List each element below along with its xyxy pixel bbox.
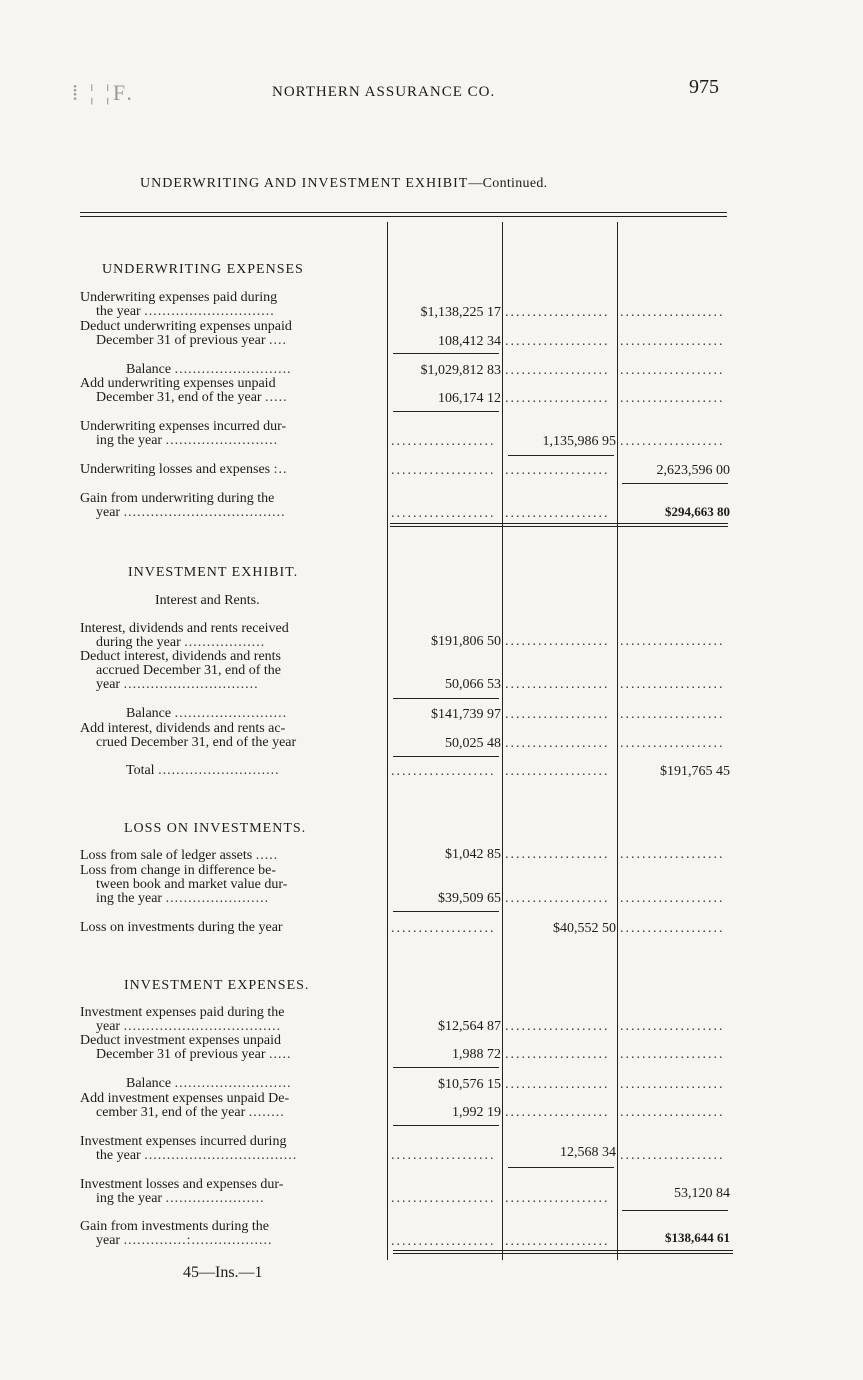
c1-value: $39,509 65 [438, 891, 501, 906]
label-line: ing the year ...................... [96, 1192, 265, 1206]
top-rule-2 [80, 216, 727, 217]
c3-dotfill: ................... [620, 736, 725, 751]
label-line: Underwriting losses and expenses :.. [80, 463, 288, 477]
underwriting-paid-row [80, 291, 735, 320]
row-label [80, 849, 388, 863]
double-rule [393, 1250, 733, 1254]
label-line: accrued December 31, end of the [96, 664, 282, 678]
underline [508, 1167, 614, 1168]
label-line: Investment expenses paid during the [80, 1006, 285, 1020]
label-line: Loss from change in difference be- [80, 864, 277, 878]
loss-sale-row [80, 847, 735, 863]
c3-value: $294,663 80 [665, 504, 730, 519]
c3-dotfill: ................... [620, 677, 725, 692]
underline [393, 353, 499, 354]
c1-value: $1,029,812 83 [420, 363, 501, 378]
label-line: Loss from sale of ledger assets ..... [80, 849, 279, 863]
row-label [80, 363, 388, 377]
c1-value: 1,988 72 [452, 1047, 501, 1062]
row-label [80, 722, 388, 750]
underline [393, 756, 499, 757]
c3-value: 2,623,596 00 [656, 463, 730, 478]
c3-dotfill: ................... [620, 1105, 725, 1120]
c1-value: $10,576 15 [438, 1077, 501, 1092]
inv-balance-row [80, 1077, 735, 1092]
c3-dotfill: ................... [620, 921, 725, 936]
row-label [80, 1135, 388, 1163]
c2-dotfill: ................... [505, 506, 610, 521]
row-label [80, 650, 388, 692]
c1-value: $1,042 85 [445, 847, 501, 862]
underline [622, 483, 728, 484]
row-label [80, 492, 388, 520]
label-line: Deduct investment expenses unpaid [80, 1034, 282, 1048]
c2-dotfill: ................... [505, 1019, 610, 1034]
underline [393, 1067, 499, 1068]
c1-value: 50,025 48 [445, 736, 501, 751]
c2-dotfill: ................... [505, 363, 610, 378]
loss-total-row [80, 921, 735, 936]
interest-balance-row [80, 707, 735, 722]
interest-total-row [80, 764, 735, 779]
row-label [80, 320, 388, 348]
c2-value: $40,552 50 [553, 921, 616, 936]
underline [393, 911, 499, 912]
label-line: crued December 31, end of the year [96, 736, 297, 750]
c2-dotfill: ................... [505, 847, 610, 862]
company-title: NORTHERN ASSURANCE CO. [272, 84, 496, 100]
c2-dotfill: ................... [505, 1077, 610, 1092]
row-label [80, 420, 388, 448]
c2-dotfill: ................... [505, 764, 610, 779]
c3-dotfill: ................... [620, 891, 725, 906]
underwriting-losses-row [80, 463, 735, 478]
underline [508, 455, 614, 456]
row-label [80, 864, 388, 906]
c2-dotfill: ................... [505, 707, 610, 722]
investment-expenses-heading: INVESTMENT EXPENSES. [124, 978, 310, 993]
label-line: ing the year ......................... [96, 434, 279, 448]
label-line: tween book and market value dur- [96, 878, 288, 892]
row-label [80, 1006, 388, 1034]
c3-dotfill: ................... [620, 363, 725, 378]
c3-dotfill: ................... [620, 1019, 725, 1034]
c2-dotfill: ................... [505, 1047, 610, 1062]
label-line: Deduct underwriting expenses unpaid [80, 320, 292, 334]
c2-dotfill: ................... [505, 391, 610, 406]
label-line: during the year .................. [96, 636, 266, 650]
row-label [80, 1034, 388, 1062]
c3-dotfill: ................... [620, 847, 725, 862]
c3-dotfill: ................... [620, 1148, 725, 1163]
c3-dotfill: ................... [620, 391, 725, 406]
interest-rents-subheading: Interest and Rents. [155, 593, 260, 608]
label-line: the year .................................. [96, 1149, 298, 1163]
inv-unpaid-end-row [80, 1092, 735, 1120]
label-line: December 31, end of the year ..... [96, 391, 288, 405]
c1-value: $12,564 87 [438, 1019, 501, 1034]
label-line: Investment expenses incurred during [80, 1135, 287, 1149]
c3-dotfill: ................... [620, 707, 725, 722]
c3-dotfill: ................... [620, 1047, 725, 1062]
c1-value: $141,739 97 [431, 707, 501, 722]
row-label [80, 707, 388, 721]
inv-unpaid-prev-row [80, 1034, 735, 1062]
top-rule [80, 212, 727, 213]
c1-dotfill: ................... [391, 1191, 496, 1206]
double-rule [390, 523, 728, 527]
inv-gain-row [80, 1220, 735, 1249]
label-line: Total ........................... [126, 764, 280, 778]
c1-dotfill: ................... [391, 764, 496, 779]
c3-dotfill: ................... [620, 334, 725, 349]
underwriting-gain-row [80, 492, 735, 521]
footer-signature: 45—Ins.—1 [183, 1264, 263, 1281]
c2-dotfill: ................... [505, 677, 610, 692]
c3-value: 53,120 84 [674, 1186, 730, 1201]
page-number: 975 [689, 76, 719, 98]
inv-paid-row [80, 1006, 735, 1034]
c1-value: $1,138,225 17 [420, 305, 501, 320]
loss-investments-heading: LOSS ON INVESTMENTS. [124, 821, 307, 836]
label-line: Underwriting expenses paid during [80, 291, 278, 305]
c2-dotfill: ................... [505, 305, 610, 320]
exhibit-title [140, 176, 547, 192]
label-line: ing the year ....................... [96, 892, 270, 906]
row-label [80, 1178, 388, 1206]
label-line: Deduct interest, dividends and rents [80, 650, 282, 664]
label-line: Underwriting expenses incurred dur- [80, 420, 287, 434]
c1-value: $191,806 50 [431, 634, 501, 649]
label-line: Investment losses and expenses dur- [80, 1178, 284, 1192]
c2-value: 1,135,986 95 [542, 434, 616, 449]
underline [622, 1210, 728, 1211]
label-line: Balance .......................... [126, 363, 292, 377]
underwriting-unpaid-end-row [80, 377, 735, 406]
underwriting-balance-row [80, 363, 735, 378]
scan-artifact: ⁞ ¦ ¦F. [72, 80, 135, 105]
underwriting-expenses-heading: UNDERWRITING EXPENSES [102, 262, 304, 277]
c1-dotfill: ................... [391, 1234, 496, 1249]
c1-value: 50,066 53 [445, 677, 501, 692]
row-label [80, 377, 388, 405]
label-line: year ..............:.................. [96, 1234, 273, 1248]
label-line: December 31 of previous year ..... [96, 1048, 292, 1062]
label-line: cember 31, end of the year ........ [96, 1106, 285, 1120]
c2-dotfill: ................... [505, 891, 610, 906]
label-line: Add interest, dividends and rents ac- [80, 722, 286, 736]
interest-accrued-add-row [80, 722, 735, 751]
row-label [80, 1220, 388, 1248]
c3-value: $191,765 45 [660, 764, 730, 779]
underwriting-incurred-row [80, 420, 735, 449]
row-label [80, 764, 388, 778]
c1-dotfill: ................... [391, 506, 496, 521]
label-line: year .............................. [96, 678, 259, 692]
c2-dotfill: ................... [505, 463, 610, 478]
inv-incurred-row [80, 1135, 735, 1163]
label-line: Add underwriting expenses unpaid [80, 377, 276, 391]
c2-value: 12,568 34 [560, 1145, 616, 1160]
c2-dotfill: ................... [505, 1191, 610, 1206]
c1-value: 108,412 34 [438, 334, 501, 349]
c2-dotfill: ................... [505, 1234, 610, 1249]
interest-received-row [80, 622, 735, 650]
interest-accrued-deduct-row [80, 650, 735, 692]
label-line: December 31 of previous year .... [96, 334, 287, 348]
c2-dotfill: ................... [505, 334, 610, 349]
row-label [80, 1077, 388, 1091]
underwriting-unpaid-prev-row [80, 320, 735, 349]
c2-dotfill: ................... [505, 736, 610, 751]
inv-losses-row [80, 1178, 735, 1206]
loss-change-row [80, 864, 735, 906]
row-label [80, 921, 388, 935]
label-line: Interest, dividends and rents received [80, 622, 289, 636]
c1-dotfill: ................... [391, 463, 496, 478]
c3-dotfill: ................... [620, 305, 725, 320]
label-line: Add investment expenses unpaid De- [80, 1092, 290, 1106]
label-line: Gain from investments during the [80, 1220, 269, 1234]
c2-dotfill: ................... [505, 634, 610, 649]
c3-dotfill: ................... [620, 434, 725, 449]
c1-value: 1,992 19 [452, 1105, 501, 1120]
row-label [80, 1092, 388, 1120]
row-label [80, 291, 388, 319]
label-line: year .................................... [96, 506, 286, 520]
c3-dotfill: ................... [620, 1077, 725, 1092]
label-line: the year ............................. [96, 305, 275, 319]
c1-dotfill: ................... [391, 921, 496, 936]
label-line: Balance .......................... [126, 1077, 292, 1091]
label-line: Gain from underwriting during the [80, 492, 275, 506]
investment-exhibit-heading: INVESTMENT EXHIBIT. [128, 565, 299, 580]
underline [393, 1125, 499, 1126]
row-label [80, 622, 388, 650]
c2-dotfill: ................... [505, 1105, 610, 1120]
c1-dotfill: ................... [391, 1148, 496, 1163]
exhibit-title-continued: —Continued. [468, 176, 548, 191]
label-line: Loss on investments during the year [80, 921, 283, 935]
row-label [80, 463, 388, 477]
c1-dotfill: ................... [391, 434, 496, 449]
c3-dotfill: ................... [620, 634, 725, 649]
exhibit-title-main: UNDERWRITING AND INVESTMENT EXHIBIT [140, 176, 469, 191]
label-line: year ................................... [96, 1020, 282, 1034]
c1-value: 106,174 12 [438, 391, 501, 406]
underline [393, 411, 499, 412]
underline [393, 698, 499, 699]
c3-value: $138,644 61 [665, 1230, 730, 1245]
label-line: Balance ......................... [126, 707, 288, 721]
